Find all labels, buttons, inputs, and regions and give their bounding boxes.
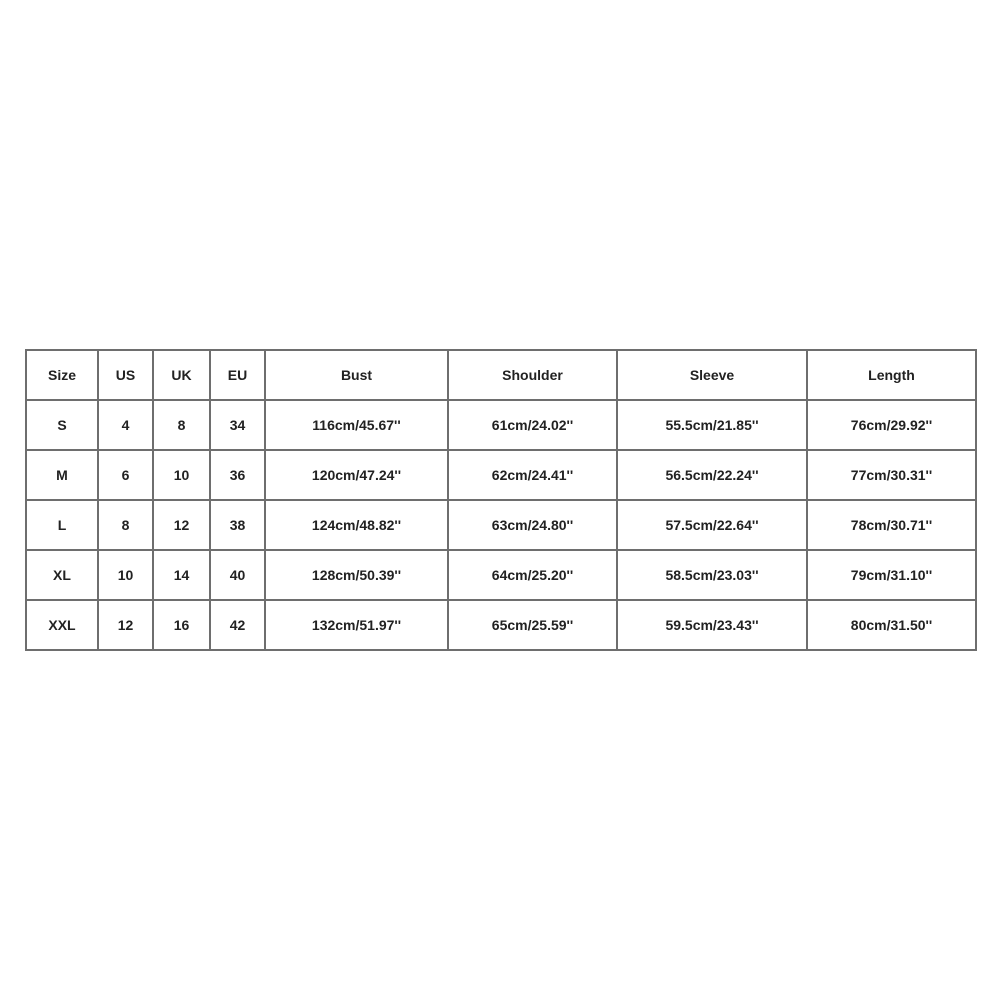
- cell-bust: 128cm/50.39'': [265, 550, 448, 600]
- header-shoulder: Shoulder: [448, 350, 617, 400]
- cell-us: 12: [98, 600, 153, 650]
- cell-uk: 10: [153, 450, 210, 500]
- cell-shoulder: 65cm/25.59'': [448, 600, 617, 650]
- cell-sleeve: 56.5cm/22.24'': [617, 450, 807, 500]
- table-row: [26, 450, 976, 500]
- cell-uk: 8: [153, 400, 210, 450]
- header-sleeve: Sleeve: [617, 350, 807, 400]
- cell-shoulder: 62cm/24.41'': [448, 450, 617, 500]
- cell-bust: 132cm/51.97'': [265, 600, 448, 650]
- cell-bust: 116cm/45.67'': [265, 400, 448, 450]
- cell-bust: 120cm/47.24'': [265, 450, 448, 500]
- cell-size: S: [26, 400, 98, 450]
- header-row: [26, 350, 976, 400]
- cell-length: 80cm/31.50'': [807, 600, 976, 650]
- size-chart-table: [25, 349, 977, 651]
- cell-sleeve: 55.5cm/21.85'': [617, 400, 807, 450]
- header-size: Size: [26, 350, 98, 400]
- cell-eu: 38: [210, 500, 265, 550]
- cell-us: 10: [98, 550, 153, 600]
- cell-uk: 16: [153, 600, 210, 650]
- header-uk: UK: [153, 350, 210, 400]
- header-bust: Bust: [265, 350, 448, 400]
- cell-length: 76cm/29.92'': [807, 400, 976, 450]
- cell-size: XXL: [26, 600, 98, 650]
- cell-eu: 42: [210, 600, 265, 650]
- cell-us: 6: [98, 450, 153, 500]
- cell-size: XL: [26, 550, 98, 600]
- cell-size: L: [26, 500, 98, 550]
- cell-shoulder: 63cm/24.80'': [448, 500, 617, 550]
- cell-uk: 12: [153, 500, 210, 550]
- cell-bust: 124cm/48.82'': [265, 500, 448, 550]
- cell-eu: 36: [210, 450, 265, 500]
- table-row: [26, 400, 976, 450]
- cell-eu: 34: [210, 400, 265, 450]
- table-row: [26, 500, 976, 550]
- cell-us: 8: [98, 500, 153, 550]
- cell-shoulder: 64cm/25.20'': [448, 550, 617, 600]
- header-us: US: [98, 350, 153, 400]
- table-row: [26, 600, 976, 650]
- cell-uk: 14: [153, 550, 210, 600]
- cell-length: 79cm/31.10'': [807, 550, 976, 600]
- header-eu: EU: [210, 350, 265, 400]
- cell-length: 78cm/30.71'': [807, 500, 976, 550]
- cell-sleeve: 57.5cm/22.64'': [617, 500, 807, 550]
- header-length: Length: [807, 350, 976, 400]
- cell-shoulder: 61cm/24.02'': [448, 400, 617, 450]
- cell-sleeve: 59.5cm/23.43'': [617, 600, 807, 650]
- cell-size: M: [26, 450, 98, 500]
- cell-us: 4: [98, 400, 153, 450]
- cell-sleeve: 58.5cm/23.03'': [617, 550, 807, 600]
- table-row: [26, 550, 976, 600]
- cell-eu: 40: [210, 550, 265, 600]
- cell-length: 77cm/30.31'': [807, 450, 976, 500]
